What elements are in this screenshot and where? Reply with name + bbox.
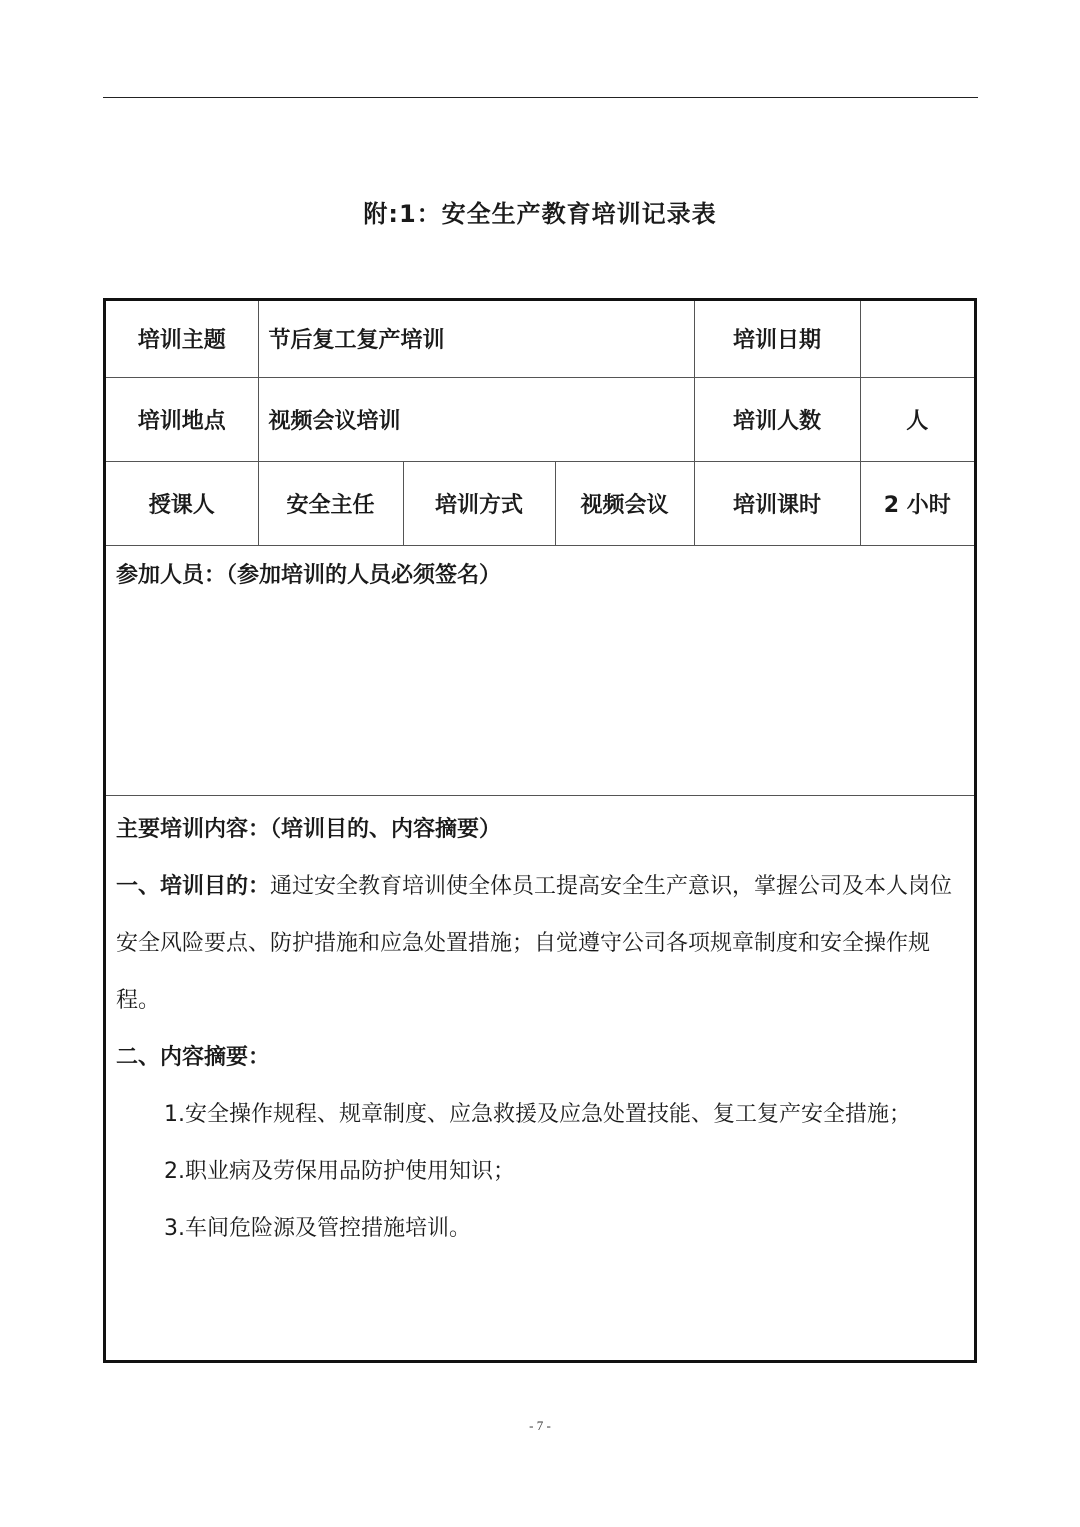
training-record-form [103, 298, 977, 1363]
lecturer-label: 授课人 [106, 461, 258, 545]
topic-label: 培训主题 [106, 301, 258, 377]
form-row-lecturer [106, 461, 974, 545]
date-value [860, 301, 974, 377]
method-value: 视频会议 [555, 461, 694, 545]
purpose-text: 通过安全教育培训使全体员工提高安全生产意识，掌握公司及本人岗位安全风险要点、防护措施和应急处置措施；自觉遵守公司各项规章制度和安全操作规程。 [116, 874, 953, 1013]
page-number: - 7 - [529, 1418, 551, 1433]
hours-value: 2 小时 [860, 461, 974, 545]
date-label: 培训日期 [694, 301, 860, 377]
participants-section [106, 546, 974, 796]
purpose-title: 一、培训目的： [116, 874, 271, 899]
location-label: 培训地点 [106, 377, 258, 461]
summary-item: 3.车间危险源及管控措施培训。 [164, 1216, 471, 1241]
count-value: 人 [860, 377, 974, 461]
lecturer-value: 安全主任 [258, 461, 403, 545]
form-row-location [106, 377, 974, 461]
form-header-table [106, 301, 974, 546]
header-rule [103, 97, 978, 98]
method-label: 培训方式 [403, 461, 555, 545]
training-content-section [116, 801, 968, 1257]
document-title: 附:1：安全生产教育培训记录表 [363, 200, 717, 228]
participants-label: 参加人员：（参加培训的人员必须签名） [116, 563, 502, 588]
form-row-topic [106, 301, 974, 377]
hours-label: 培训课时 [694, 461, 860, 545]
purpose-paragraph [116, 858, 968, 1029]
summary-item: 1.安全操作规程、规章制度、应急救援及应急处置技能、复工复产安全措施； [164, 1102, 911, 1127]
content-heading: 主要培训内容：（培训目的、内容摘要） [116, 817, 502, 842]
count-label: 培训人数 [694, 377, 860, 461]
summary-title: 二、内容摘要： [116, 1045, 271, 1070]
topic-value: 节后复工复产培训 [258, 301, 694, 377]
summary-item: 2.职业病及劳保用品防护使用知识； [164, 1159, 515, 1184]
location-value: 视频会议培训 [258, 377, 694, 461]
